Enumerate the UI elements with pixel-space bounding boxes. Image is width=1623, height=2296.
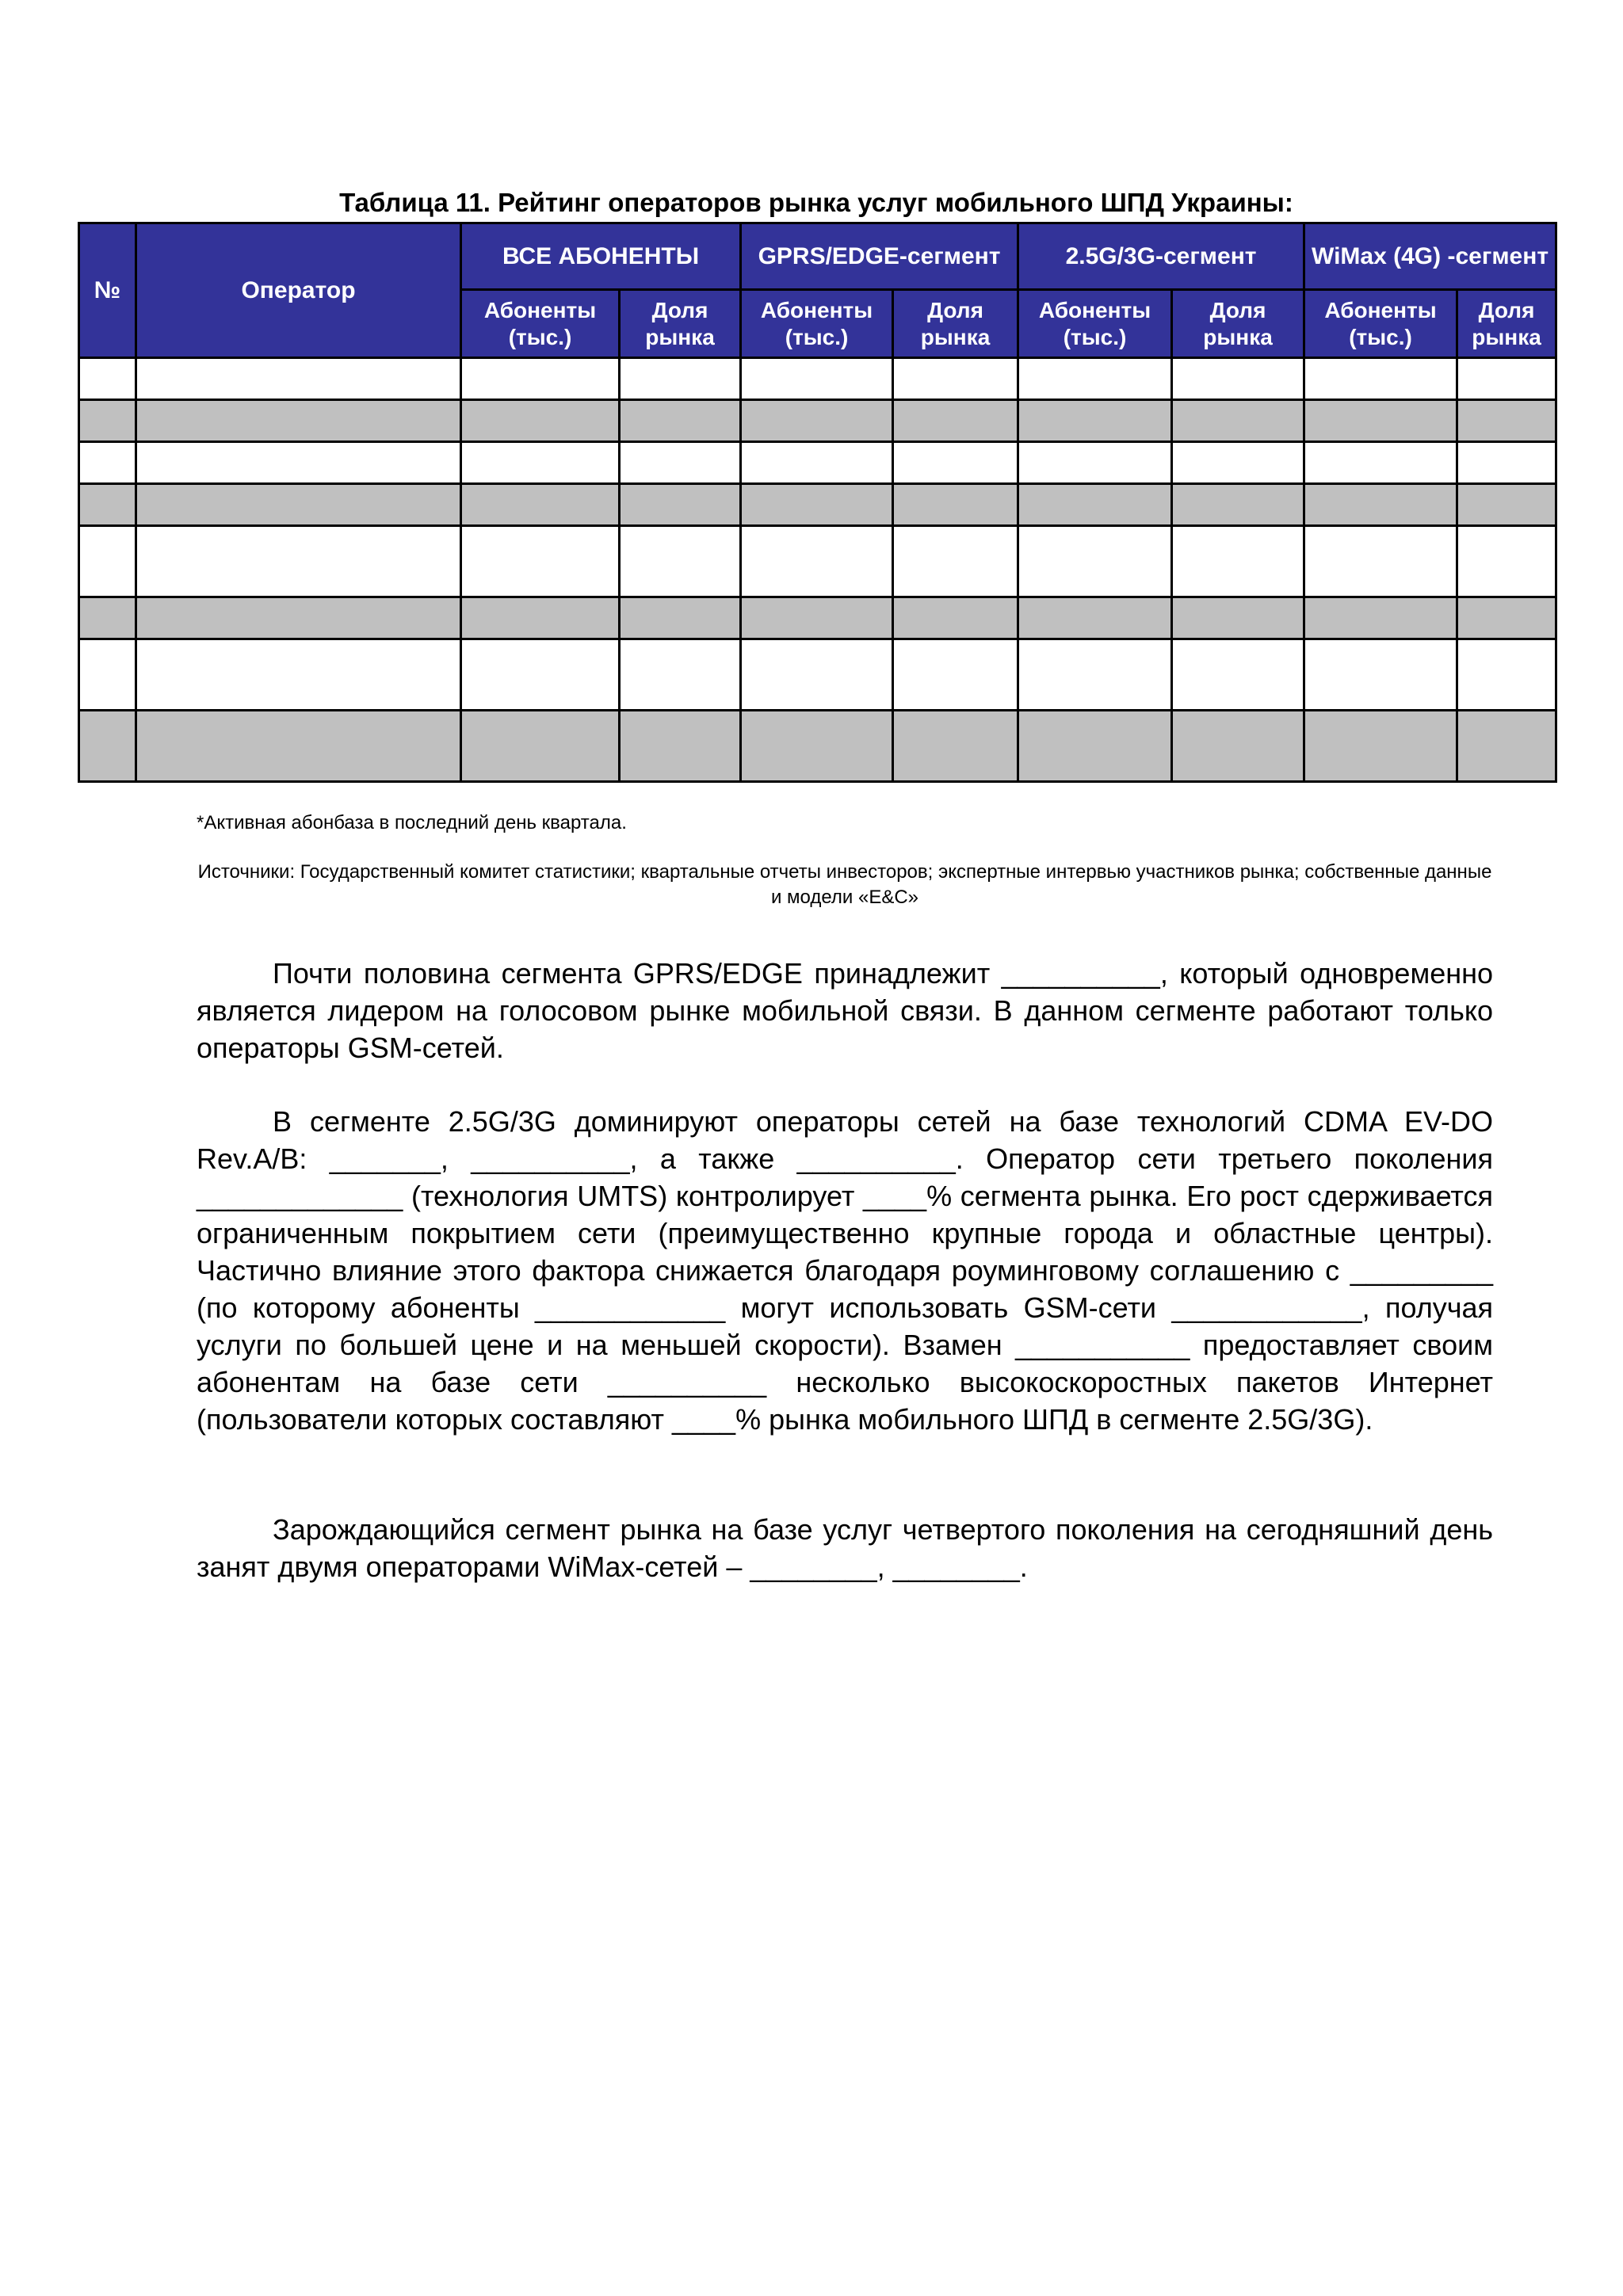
header-gprs-edge: GPRS/EDGE-сегмент	[741, 223, 1018, 290]
table-cell	[1457, 711, 1556, 782]
table-cell	[1304, 597, 1457, 639]
header-operator: Оператор	[136, 223, 461, 358]
table-cell	[1304, 526, 1457, 597]
table-cell	[1457, 597, 1556, 639]
table-cell	[1172, 526, 1304, 597]
table-cell	[741, 400, 893, 442]
subheader-share: Доля рынка	[620, 290, 741, 358]
table-cell	[893, 639, 1018, 711]
table-cell	[1304, 484, 1457, 526]
table-row	[79, 526, 1556, 597]
table-cell	[461, 400, 620, 442]
table-cell	[461, 442, 620, 484]
table-cell	[620, 526, 741, 597]
table-cell	[893, 484, 1018, 526]
table-cell	[1172, 597, 1304, 639]
subheader-share: Доля рынка	[893, 290, 1018, 358]
header-wimax: WiMax (4G) -сегмент	[1304, 223, 1556, 290]
table-cell	[1304, 400, 1457, 442]
table-cell	[620, 358, 741, 400]
subheader-share: Доля рынка	[1457, 290, 1556, 358]
subheader-subscribers: Абоненты (тыс.)	[461, 290, 620, 358]
header-2-5g-3g: 2.5G/3G-сегмент	[1018, 223, 1304, 290]
paragraph-wimax: Зарождающийся сегмент рынка на базе услуг четвертого поколения на сегодняшний день занят двумя операторами WiMax-сетей – ________, ________.	[197, 1513, 1493, 1583]
table-row	[79, 711, 1556, 782]
table-cell	[620, 400, 741, 442]
table-cell	[1172, 442, 1304, 484]
table-cell	[461, 639, 620, 711]
table-cell	[136, 358, 461, 400]
table-cell	[1018, 711, 1172, 782]
table-row	[79, 639, 1556, 711]
table-cell	[1172, 639, 1304, 711]
table-cell	[1457, 484, 1556, 526]
table-cell	[136, 639, 461, 711]
table-cell	[136, 597, 461, 639]
table-cell	[1457, 639, 1556, 711]
table-cell	[1457, 442, 1556, 484]
table-row	[79, 400, 1556, 442]
table-cell	[136, 526, 461, 597]
table-row	[79, 484, 1556, 526]
paragraph-gprs-edge: Почти половина сегмента GPRS/EDGE принадлежит __________, который одновременно является лидером на голосовом рынке мобильной связи. В данном сегменте работают только операторы GSM-сетей.	[197, 957, 1493, 1064]
table-cell	[1304, 442, 1457, 484]
table-cell	[741, 711, 893, 782]
table-cell	[1304, 639, 1457, 711]
table-cell	[136, 711, 461, 782]
table-cell	[1304, 358, 1457, 400]
table-cell	[136, 484, 461, 526]
table-cell	[893, 358, 1018, 400]
table-cell	[741, 484, 893, 526]
sources-note: Источники: Государственный комитет статистики; квартальные отчеты инвесторов; экспертные интервью участников рынка; собственные данные и модели «E&C»	[197, 861, 1492, 908]
table-cell	[136, 400, 461, 442]
table-cell	[1457, 358, 1556, 400]
table-cell	[893, 597, 1018, 639]
table-cell	[741, 597, 893, 639]
table-cell	[893, 400, 1018, 442]
table-cell	[620, 597, 741, 639]
table-cell	[741, 442, 893, 484]
table-cell	[79, 526, 136, 597]
subheader-subscribers: Абоненты (тыс.)	[741, 290, 893, 358]
subheader-subscribers: Абоненты (тыс.)	[1304, 290, 1457, 358]
table-caption: Таблица 11. Рейтинг операторов рынка услуг мобильного ШПД Украины:	[339, 188, 1293, 217]
table-cell	[461, 358, 620, 400]
table-cell	[893, 711, 1018, 782]
table-cell	[1172, 484, 1304, 526]
table-cell	[461, 597, 620, 639]
table-cell	[1018, 442, 1172, 484]
table-cell	[893, 526, 1018, 597]
header-all-subscribers: ВСЕ АБОНЕНТЫ	[461, 223, 741, 290]
table-cell	[1172, 358, 1304, 400]
header-number: №	[79, 223, 136, 358]
table-cell	[1018, 400, 1172, 442]
table-cell	[741, 639, 893, 711]
table-cell	[136, 442, 461, 484]
table-cell	[79, 484, 136, 526]
subheader-subscribers: Абоненты (тыс.)	[1018, 290, 1172, 358]
table-cell	[620, 484, 741, 526]
table-cell	[1018, 526, 1172, 597]
operators-rating-table	[78, 222, 1557, 783]
table-cell	[741, 358, 893, 400]
table-cell	[1018, 597, 1172, 639]
table-cell	[1018, 639, 1172, 711]
table-cell	[1018, 358, 1172, 400]
table-cell	[79, 442, 136, 484]
table-cell	[79, 597, 136, 639]
table-cell	[741, 526, 893, 597]
table-cell	[1304, 711, 1457, 782]
table-cell	[79, 400, 136, 442]
footnote: *Активная абонбаза в последний день квартала.	[197, 812, 627, 833]
table-cell	[461, 484, 620, 526]
table-cell	[620, 639, 741, 711]
subheader-share: Доля рынка	[1172, 290, 1304, 358]
table-row	[79, 442, 1556, 484]
table-cell	[79, 711, 136, 782]
table-cell	[461, 711, 620, 782]
table-cell	[1457, 526, 1556, 597]
table-cell	[1172, 400, 1304, 442]
table-cell	[1018, 484, 1172, 526]
table-row	[79, 358, 1556, 400]
table-row	[79, 597, 1556, 639]
table-cell	[461, 526, 620, 597]
table-cell	[620, 711, 741, 782]
table-body	[79, 358, 1556, 782]
table-cell	[1457, 400, 1556, 442]
table-cell	[1172, 711, 1304, 782]
table-cell	[79, 639, 136, 711]
paragraph-2-5g-3g: В сегменте 2.5G/3G доминируют операторы сетей на базе технологий CDMA EV-DO Rev.A/B: _______, __________, а также __________. Оператор сети третьего поколения _____________ (технология UMTS) контролирует ____% сегмента рынка. Его рост сдерживается ограниченным покрытием сети (преимущественно крупные города и областные центры). Частично влияние этого фактора снижается благодаря роуминговому соглашению с _________ (по которому абоненты ____________ могут использовать GSM-сети ____________, получая услуги по большей цене и на меньшей скорости). Взамен ___________ предоставляет своим абонентам на базе сети __________ несколько высокоскоростных пакетов Интернет (пользователи которых составляют ____% рынка мобильного ШПД в сегменте 2.5G/3G).	[197, 1105, 1493, 1436]
table-cell	[893, 442, 1018, 484]
table-cell	[620, 442, 741, 484]
table-cell	[79, 358, 136, 400]
